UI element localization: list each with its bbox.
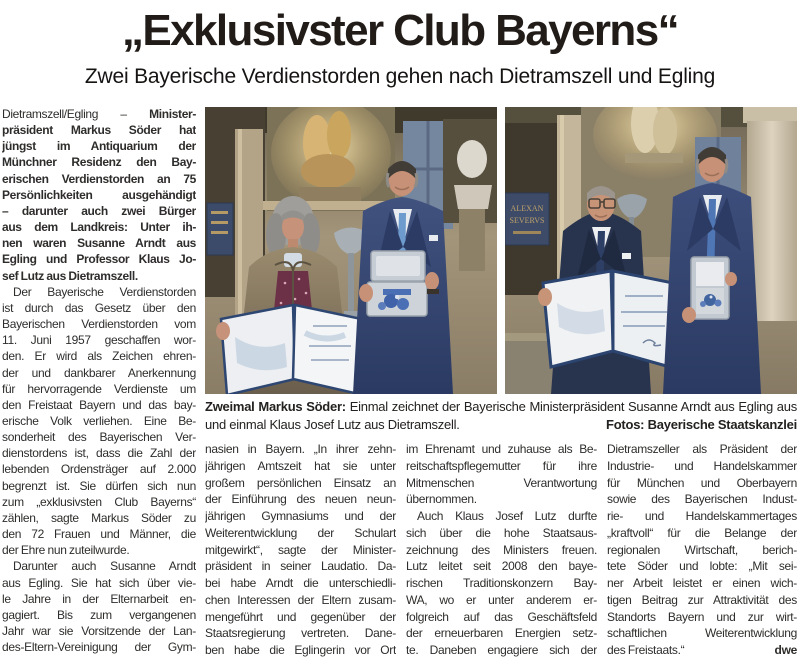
text-line: „kraftvoll“ für die Belange der xyxy=(607,525,797,540)
text-line: Staatsregierung vertreten. Dane- xyxy=(205,626,396,641)
text-line: WA, wo er unter anderem er- xyxy=(406,592,597,607)
text-line: den. Er wird als Zeichen ehren- xyxy=(2,349,196,364)
stone-plaque xyxy=(207,203,233,255)
text-line: übernommen. xyxy=(406,492,477,507)
text-line: te. Daneben engagiere sich der xyxy=(406,643,597,657)
text-line: nen waren Susanne Arndt aus xyxy=(2,236,196,251)
text-line: lebenden Ordensträger auf 2.000 xyxy=(2,462,196,477)
article-column-4 xyxy=(607,441,797,662)
caption-line-2 xyxy=(205,416,797,434)
photo-left-soeder-arndt xyxy=(205,107,497,394)
text-line: bei habe Arndt die unterschiedli- xyxy=(205,576,396,590)
text-line: le Jahre in der Elternarbeit en- xyxy=(2,591,196,606)
stone-plaque xyxy=(505,193,549,245)
text-line: der Ehre nun zuteilwurde. xyxy=(2,543,130,558)
text-line: sich über die hohe Staatsaus- xyxy=(406,525,597,540)
text-line: mitgewirkt“, sagte der Minister- xyxy=(205,542,396,557)
text-line: Persönlichkeiten ausgehändigt xyxy=(2,187,196,202)
text-line: für München und Oberbayern xyxy=(607,475,797,490)
watch xyxy=(427,289,439,294)
text-line: zum „exklusivsten Club Bayerns“ xyxy=(2,494,196,509)
text-line: ner Arbeit leistet er einen wich- xyxy=(607,576,797,590)
text-line: Dietramszeller als Präsident der xyxy=(607,442,797,456)
blouse xyxy=(284,253,302,267)
photo-right-soeder-lutz xyxy=(505,107,797,394)
text-line: tigen Beitrag zur Attraktivität des xyxy=(607,592,797,607)
text-line: Darunter auch Susanne Arndt xyxy=(13,559,196,574)
text-line: jährigen Gymnasiums und der xyxy=(205,509,396,523)
text-line: begrenzt ist. Sie dürfen sich nun xyxy=(2,478,196,493)
text-line: sef Lutz aus Dietramszell. xyxy=(2,268,138,283)
text-line: rie- und Handelskammertages xyxy=(607,509,797,523)
certificate-folder xyxy=(221,305,371,394)
text-line: folgreich auf das Geschäftsfeld xyxy=(406,609,597,624)
caption-text: Einmal zeichnet der Bayerische Ministerpräsident Susanne Arndt aus Egling aus xyxy=(345,399,797,414)
text-line: Jahr war sie Vorsitzende der Lan- xyxy=(2,624,196,638)
subheadline: Zwei Bayerische Verdienstorden gehen nach Dietramszell und Egling xyxy=(84,65,716,88)
text-line: präsident in seiner Laudatio. Da- xyxy=(205,559,396,574)
medal-case xyxy=(691,257,729,319)
text-line: regionalen Wirtschaft, berich- xyxy=(607,542,797,557)
text-line: den 72 Frauen und Männer, die xyxy=(2,527,196,542)
text-line: Standorts Bayern und zur wirt- xyxy=(607,609,797,624)
pocket-square xyxy=(622,253,631,259)
text-line: der und dankbarer Anerkennung xyxy=(2,365,196,380)
text-line: Weiterentwicklung der Schulart xyxy=(205,525,396,540)
text-line: nasien in Bayern. „In ihrer zehn- xyxy=(205,442,396,456)
text-line: chen Interessen der Eltern zusam- xyxy=(205,592,396,607)
text-line: gagiert. Bis zum vergangenen xyxy=(2,607,196,622)
text-line: ist durch das Gesetz über den xyxy=(2,300,196,315)
text-line: zählen, sagte Markus Söder zu xyxy=(2,510,196,525)
article-column-3 xyxy=(406,441,597,662)
plaque-text-line1: ALEXAN xyxy=(510,204,544,213)
photo-right-illustration xyxy=(505,107,797,394)
text-line: des-Eltern-Vereinigung der Gym- xyxy=(2,640,196,655)
text-line: Bayerischen Verdienstorden vom xyxy=(2,317,196,332)
article-column-1 xyxy=(2,106,196,662)
text-line: Egling und Professor Klaus Jo- xyxy=(2,252,196,267)
text-line: erischen Verdienstorden an 75 xyxy=(2,171,196,186)
text-line: Der Bayerische Verdienstorden xyxy=(13,284,196,299)
text-line: großem persönlichen Einsatz an xyxy=(205,475,396,490)
text-line: zeichnung des Ministers freuen. xyxy=(406,542,597,557)
text-line: des Freistaats.“ dwe xyxy=(607,643,797,657)
plaque-text-line2: SEVERVS xyxy=(509,216,545,225)
text-line: tete Söder und lobte: „Mit sei- xyxy=(607,559,797,574)
text-line: schaftlichen Weiterentwicklung xyxy=(607,626,797,641)
text-line: mengeführt und gegenüber der xyxy=(205,609,396,624)
article-column-2 xyxy=(205,441,396,662)
caption-line-1 xyxy=(205,398,797,416)
text-line: Lutz leitet seit 2008 den baye- xyxy=(406,559,597,574)
text-line: sowie des Bayerischen Indust- xyxy=(607,492,797,507)
text-line: präsident Markus Söder hat xyxy=(2,123,196,138)
pocket-square xyxy=(429,235,438,241)
text-line: Industrie- und Handelskammer xyxy=(607,458,797,473)
text-line: für hervorragende Verdienste um xyxy=(2,381,196,396)
text-line: ben habe die Eglingerin vor Ort xyxy=(205,643,396,657)
text-line: – darunter auch zwei Bürger xyxy=(2,203,196,218)
text-line: im Ehrenamt und zuhause als Be- xyxy=(406,442,597,456)
text-line: Dietramszell/Egling – Minister- xyxy=(2,107,196,121)
text-line: Auch Klaus Josef Lutz durfte xyxy=(417,509,597,523)
text-line: erische Volk verliehen. Eine Be- xyxy=(2,413,196,428)
text-line: sonderheit des Bayerischen Ver- xyxy=(2,430,196,445)
text-line: reitschaftspflegemutter für ihre xyxy=(406,458,597,473)
text-line: jährigen Amtszeit hat sie unter xyxy=(205,458,396,473)
headline: „Exklusivster Club Bayerns“ xyxy=(122,6,678,55)
caption-lead: Zweimal Markus Söder: xyxy=(205,399,346,414)
text-line: rischen Traditionskonzern Bay- xyxy=(406,576,597,590)
photo-left-illustration xyxy=(205,107,497,394)
text-line: den Freistaat Bayern und das bay- xyxy=(2,397,196,412)
photo-credit: Fotos: Bayerische Staatskanzlei xyxy=(606,416,797,432)
photo-caption xyxy=(205,398,797,433)
text-line: 11. Juni 1957 geschaffen wor- xyxy=(2,333,196,348)
text-line: aus Egling. Sie hat sich über vie- xyxy=(2,575,196,590)
text-line: Münchner Residenz den Bay- xyxy=(2,155,196,170)
medal-case xyxy=(367,251,427,316)
text-line: der Einführung des neuen neun- xyxy=(205,492,396,507)
text-line: jüngst im Antiquarium der xyxy=(2,139,196,154)
text-line: aus dem Landkreis: Unter ih- xyxy=(2,220,196,235)
caption-text-2: und einmal Klaus Josef Lutz aus Dietramszell. xyxy=(205,416,460,432)
text-line: dienstordens ist, dass die Zahl der xyxy=(2,446,196,461)
text-line: Mitmenschen Verantwortung xyxy=(406,475,597,490)
text-line: der erneuerbaren Energien setz- xyxy=(406,626,597,641)
